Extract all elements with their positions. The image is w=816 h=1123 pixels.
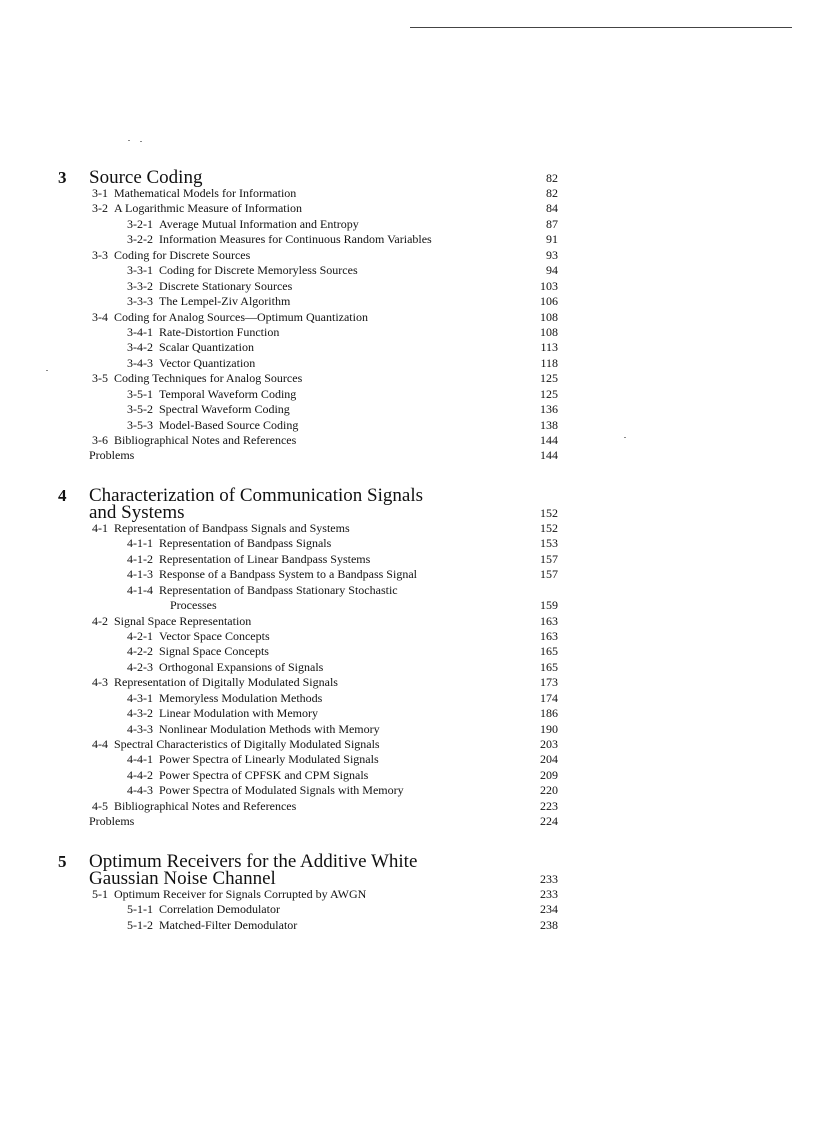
entry-page-number: 125 <box>540 386 558 401</box>
entry-text <box>127 325 279 340</box>
entry-number: 3-4-1 <box>127 324 153 339</box>
entry-title: Optimum Receiver for Signals Corrupted by AWGN <box>114 886 367 901</box>
toc-entry <box>58 217 558 232</box>
toc-entry <box>58 433 558 448</box>
entry-title: Coding for Analog Sources—Optimum Quantization <box>114 309 368 324</box>
entry-title: Coding for Discrete Sources <box>114 247 251 262</box>
toc-entry <box>58 706 558 721</box>
entry-title: Nonlinear Modulation Methods with Memory <box>159 721 380 736</box>
entry-text <box>127 722 380 737</box>
entry-text <box>127 660 323 675</box>
entry-number: 4-5 <box>92 798 108 813</box>
entry-text <box>170 598 217 613</box>
entry-page-number: 159 <box>540 598 558 613</box>
chapter-number: 3 <box>58 168 67 187</box>
entry-title: Bibliographical Notes and References <box>114 433 297 447</box>
toc-entry <box>58 248 558 263</box>
entry-title: Average Mutual Information and Entropy <box>159 216 359 231</box>
entry-page-number: 144 <box>540 448 558 463</box>
entry-title: The Lempel-Ziv Algorithm <box>159 294 291 309</box>
entry-number: 4-1-1 <box>127 536 153 551</box>
toc-entry <box>58 691 558 706</box>
entry-number: 4-4 <box>92 737 108 751</box>
entry-page-number: 165 <box>540 659 558 674</box>
toc-entry <box>58 448 558 463</box>
entry-number: 3-1 <box>92 186 108 200</box>
toc-entry <box>58 552 558 567</box>
chapter-title <box>89 852 558 887</box>
entry-title: Power Spectra of CPFSK and CPM Signals <box>159 767 369 782</box>
entry-page-number: 220 <box>540 783 558 798</box>
entry-text <box>127 279 292 294</box>
entry-text <box>92 310 368 325</box>
toc-entry <box>58 644 558 659</box>
entry-page-number: 152 <box>540 520 558 535</box>
entry-page-number: 186 <box>540 706 558 721</box>
chapter-title <box>89 168 558 186</box>
entry-page-number: 174 <box>540 690 558 705</box>
entry-text <box>127 418 298 433</box>
entry-text <box>127 706 318 721</box>
entry-number: 3-6 <box>92 433 108 447</box>
chapter-5 <box>58 852 558 933</box>
entry-title: Orthogonal Expansions of Signals <box>159 659 324 674</box>
toc-entry <box>58 201 558 216</box>
entry-number: 3-3-2 <box>127 278 153 293</box>
entry-page-number: 165 <box>540 644 558 659</box>
entry-title: Coding for Discrete Memoryless Sources <box>159 263 358 278</box>
entry-text <box>127 356 255 371</box>
entry-number: 3-3 <box>92 247 108 262</box>
entry-number: 3-2-1 <box>127 216 153 231</box>
entry-number: 4-1-2 <box>127 551 153 566</box>
entry-text <box>127 902 280 917</box>
entry-text <box>127 644 269 659</box>
entry-page-number: 238 <box>540 917 558 932</box>
toc-entry <box>58 629 558 644</box>
entry-number: 4-2-1 <box>127 628 153 643</box>
entry-text <box>127 387 296 402</box>
entry-number: 3-4 <box>92 309 108 324</box>
entry-text <box>92 675 338 690</box>
chapter-heading <box>58 168 558 186</box>
entry-number: 5-1-1 <box>127 902 153 917</box>
entry-number: 4-2-2 <box>127 644 153 659</box>
entry-title: Problems <box>89 448 135 463</box>
entry-title: Representation of Digitally Modulated Signals <box>114 675 338 690</box>
entry-page-number: 138 <box>540 417 558 432</box>
entry-number: 4-2-3 <box>127 659 153 674</box>
toc-entry <box>58 294 558 309</box>
entry-number: 5-1-2 <box>127 917 153 932</box>
toc-entry <box>58 232 558 247</box>
entry-page-number: 157 <box>540 551 558 566</box>
entry-text <box>127 552 370 567</box>
chapter-title-line: Gaussian Noise Channel <box>89 867 276 889</box>
entry-page-number: 94 <box>546 263 558 278</box>
toc-entry <box>58 371 558 386</box>
entry-text <box>127 340 254 355</box>
entry-page-number: 223 <box>540 798 558 813</box>
entry-title: Discrete Stationary Sources <box>159 278 293 293</box>
entry-number: 4-4-3 <box>127 783 153 798</box>
entry-text <box>92 248 250 263</box>
toc-entry <box>58 814 558 829</box>
toc-entry <box>58 310 558 325</box>
chapter-3 <box>58 168 558 464</box>
entry-page-number: 157 <box>540 567 558 582</box>
toc-entry <box>58 660 558 675</box>
entry-page-number: 144 <box>540 433 558 447</box>
entry-text <box>127 918 297 933</box>
entry-number: 4-4-1 <box>127 752 153 767</box>
entry-text <box>92 521 350 536</box>
entry-page-number: 204 <box>540 752 558 767</box>
toc-entry <box>58 918 558 933</box>
entry-page-number: 118 <box>540 355 558 370</box>
entry-title: Response of a Bandpass System to a Bandpass Signal <box>159 567 417 582</box>
chapter-title-line: Optimum Receivers for the Additive White <box>89 850 418 872</box>
toc-entry <box>58 722 558 737</box>
toc-entry <box>58 536 558 551</box>
entry-page-number: 234 <box>540 902 558 917</box>
chapter-title <box>89 486 558 521</box>
entry-text <box>127 232 432 247</box>
entry-title: Signal Space Representation <box>114 613 252 628</box>
chapter-number: 5 <box>58 851 67 871</box>
entry-page-number: 108 <box>540 309 558 324</box>
scan-speck <box>624 437 626 438</box>
entry-number: 4-4-2 <box>127 767 153 782</box>
entry-text <box>92 433 296 448</box>
chapter-title-line: Source Coding <box>89 167 203 188</box>
entry-title: Matched-Filter Demodulator <box>159 917 298 932</box>
entry-title: Mathematical Models for Information <box>114 186 297 200</box>
entry-page-number: 93 <box>546 247 558 262</box>
toc-entry <box>58 799 558 814</box>
entry-page-number: 108 <box>540 324 558 339</box>
entry-text <box>127 768 368 783</box>
entry-title: Spectral Waveform Coding <box>159 402 290 417</box>
entry-number: 3-3-3 <box>127 294 153 309</box>
entry-number: 4-1-4 <box>127 582 153 597</box>
entry-title: Information Measures for Continuous Random Variables <box>159 232 432 247</box>
toc-entry <box>58 675 558 690</box>
toc-entry <box>58 325 558 340</box>
entry-page-number: 163 <box>540 613 558 628</box>
entry-title: Model-Based Source Coding <box>159 417 299 432</box>
chapter-4 <box>58 486 558 830</box>
chapter-page-number: 82 <box>546 171 558 185</box>
entry-page-number: 153 <box>540 536 558 551</box>
entry-number: 4-3 <box>92 675 108 690</box>
entry-title: Power Spectra of Linearly Modulated Signals <box>159 752 379 767</box>
chapter-title-line: and Systems <box>89 501 185 523</box>
scan-speck <box>140 141 142 142</box>
entry-text <box>127 783 404 798</box>
entry-page-number: 84 <box>546 201 558 216</box>
entry-page-number: 87 <box>546 216 558 231</box>
entry-text <box>127 752 379 767</box>
entry-number: 4-1-3 <box>127 567 153 582</box>
entry-text <box>92 371 302 386</box>
entry-text <box>127 691 322 706</box>
header-rule <box>410 27 792 28</box>
entry-page-number: 163 <box>540 628 558 643</box>
entry-number: 3-5-2 <box>127 402 153 417</box>
entry-number: 5-1 <box>92 886 108 901</box>
toc-entry <box>58 356 558 371</box>
toc-entry <box>58 567 558 582</box>
toc-entry <box>58 902 558 917</box>
entry-text <box>127 217 359 232</box>
entry-number: 3-4-3 <box>127 355 153 370</box>
entry-text <box>92 737 380 752</box>
toc-entry <box>58 263 558 278</box>
entry-page-number: 125 <box>540 371 558 386</box>
chapter-page-number: 233 <box>540 871 558 886</box>
entry-text <box>89 448 134 463</box>
entry-title: Rate-Distortion Function <box>159 324 280 339</box>
toc-entry <box>58 279 558 294</box>
entry-title: Processes <box>170 598 217 613</box>
toc-entry <box>58 521 558 536</box>
toc-entry <box>58 387 558 402</box>
entry-title: Spectral Characteristics of Digitally Modulated Signals <box>114 737 380 751</box>
entry-number: 3-4-2 <box>127 340 153 355</box>
entry-number: 3-5-1 <box>127 386 153 401</box>
toc-entry <box>58 583 558 598</box>
entry-page-number: 190 <box>540 721 558 736</box>
toc-entry <box>58 752 558 767</box>
entry-page-number: 203 <box>540 737 558 751</box>
entry-number: 3-2-2 <box>127 232 153 247</box>
entry-title: Representation of Linear Bandpass Systems <box>159 551 371 566</box>
entry-text <box>127 294 290 309</box>
entry-page-number: 91 <box>546 232 558 247</box>
entry-title: Memoryless Modulation Methods <box>159 690 323 705</box>
chapter-page-number: 152 <box>540 505 558 520</box>
toc-entry <box>58 340 558 355</box>
entry-title: Vector Space Concepts <box>159 628 270 643</box>
entry-title: Representation of Bandpass Signals and Systems <box>114 520 350 535</box>
entry-text <box>92 201 302 216</box>
entry-number: 4-3-1 <box>127 690 153 705</box>
entry-title: Problems <box>89 814 135 829</box>
chapter-heading <box>58 486 558 521</box>
entry-title: Power Spectra of Modulated Signals with Memory <box>159 783 404 798</box>
entry-page-number: 173 <box>540 675 558 690</box>
entry-text <box>92 186 296 201</box>
entry-number: 3-3-1 <box>127 263 153 278</box>
chapter-title-line: Characterization of Communication Signals <box>89 484 424 506</box>
entry-number: 4-2 <box>92 613 108 628</box>
entry-text <box>127 567 417 582</box>
entry-text <box>127 629 270 644</box>
entry-title: Bibliographical Notes and References <box>114 798 297 813</box>
toc-entry <box>58 418 558 433</box>
entry-text <box>127 536 331 551</box>
entry-page-number: 106 <box>540 294 558 309</box>
entry-text <box>92 887 366 902</box>
entry-text <box>127 402 290 417</box>
entry-page-number: 82 <box>546 186 558 200</box>
toc-entry <box>58 614 558 629</box>
entry-page-number: 113 <box>540 340 558 355</box>
entry-page-number: 233 <box>540 886 558 901</box>
entry-page-number: 224 <box>540 814 558 829</box>
entry-text <box>89 814 134 829</box>
entry-number: 4-1 <box>92 520 108 535</box>
entry-number: 3-2 <box>92 201 108 216</box>
entry-title: Vector Quantization <box>159 355 256 370</box>
toc-entry <box>58 598 558 613</box>
chapter-number: 4 <box>58 485 67 505</box>
entry-title: Coding Techniques for Analog Sources <box>114 371 303 386</box>
toc-entry <box>58 186 558 201</box>
entry-title: Representation of Bandpass Signals <box>159 536 332 551</box>
toc-entry <box>58 737 558 752</box>
entry-title: Linear Modulation with Memory <box>159 706 318 721</box>
toc-entry <box>58 402 558 417</box>
entry-text <box>92 614 251 629</box>
scan-speck <box>128 140 130 141</box>
entry-number: 4-3-2 <box>127 706 153 721</box>
entry-page-number: 103 <box>540 278 558 293</box>
entry-title: Signal Space Concepts <box>159 644 269 659</box>
entry-title: Scalar Quantization <box>159 340 254 355</box>
entry-title: A Logarithmic Measure of Information <box>114 201 302 216</box>
chapter-gap <box>58 464 558 486</box>
entry-title: Temporal Waveform Coding <box>159 386 297 401</box>
entry-page-number: 209 <box>540 767 558 782</box>
chapter-gap <box>58 830 558 852</box>
entry-number: 3-5 <box>92 371 108 386</box>
entry-number: 4-3-3 <box>127 721 153 736</box>
toc-entry <box>58 783 558 798</box>
entry-page-number: 136 <box>540 402 558 417</box>
entry-number: 3-5-3 <box>127 417 153 432</box>
toc-entry <box>58 768 558 783</box>
toc-entry <box>58 887 558 902</box>
entry-title: Correlation Demodulator <box>159 902 280 917</box>
table-of-contents <box>58 168 558 933</box>
entry-text <box>127 263 358 278</box>
entry-text <box>127 583 398 598</box>
scan-speck <box>46 370 48 371</box>
entry-text <box>92 799 296 814</box>
chapter-heading <box>58 852 558 887</box>
entry-title: Representation of Bandpass Stationary Stochastic <box>159 582 398 597</box>
